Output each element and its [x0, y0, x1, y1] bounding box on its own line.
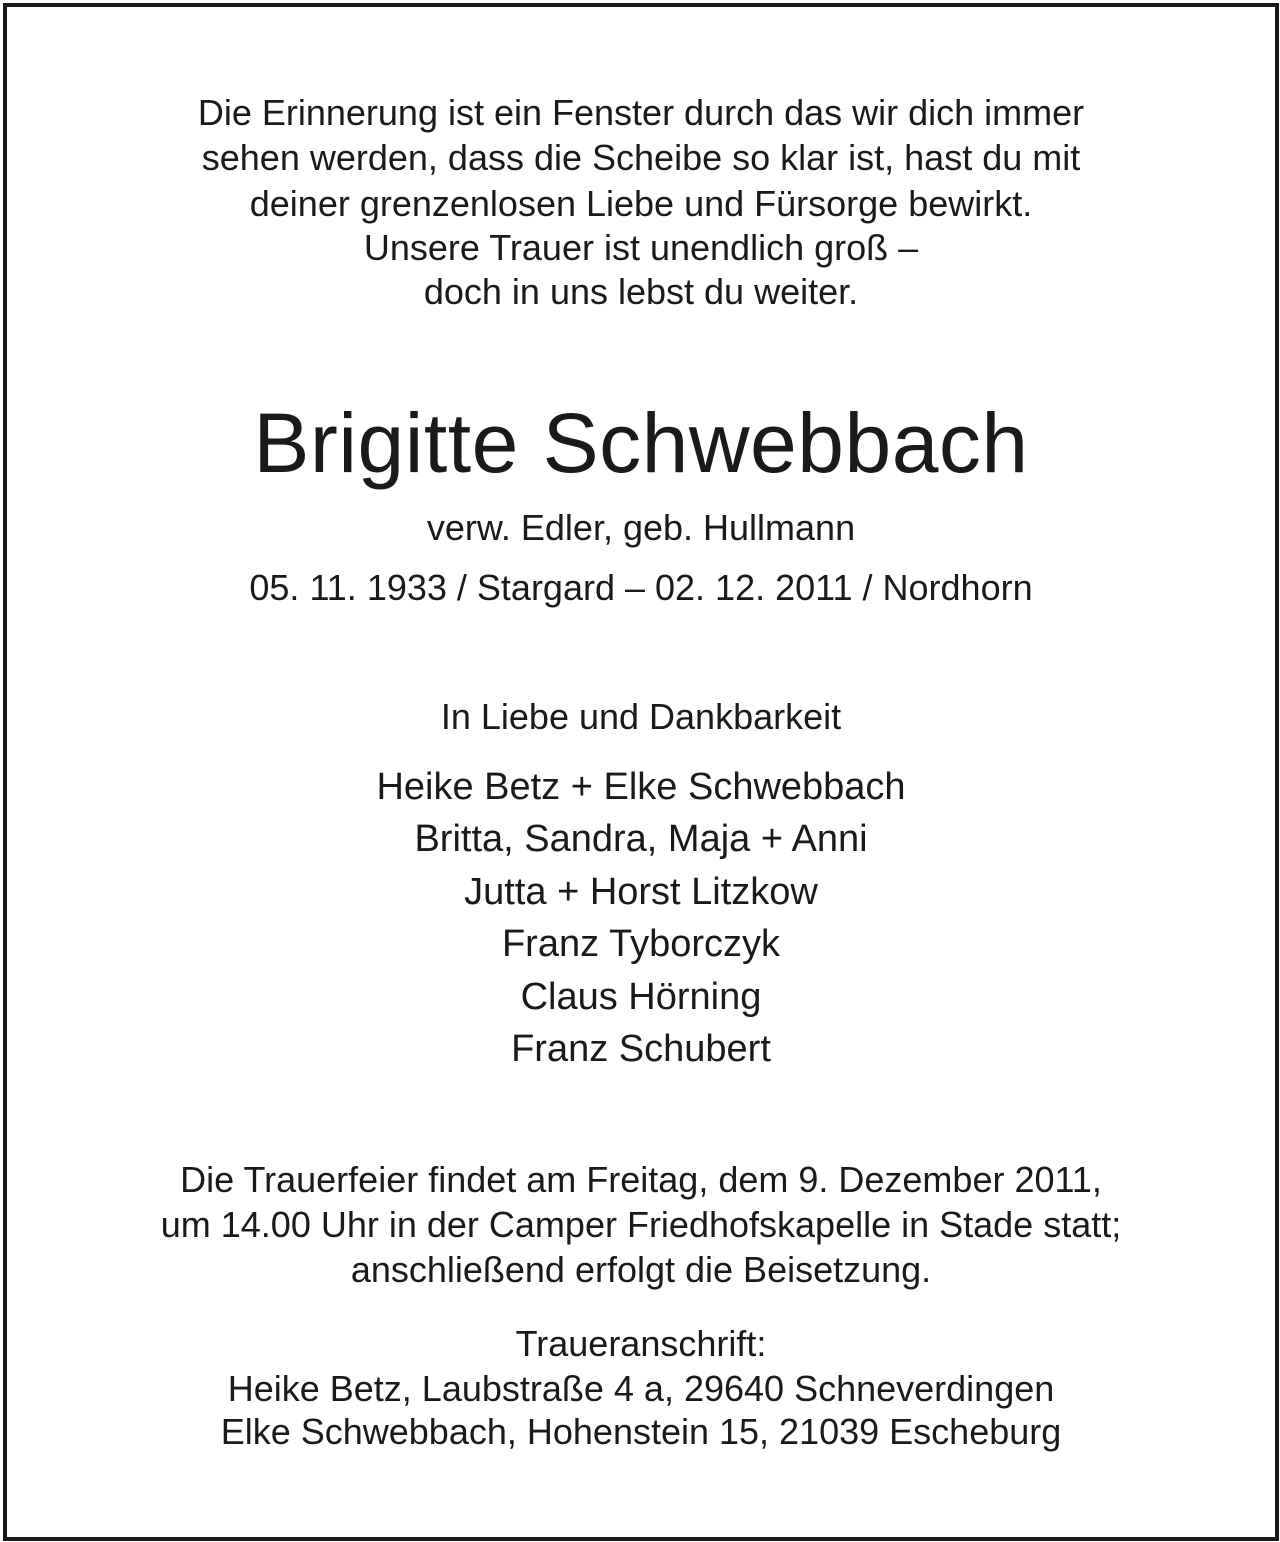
address-line: Heike Betz, Laubstraße 4 a, 29640 Schneverdingen [227, 1368, 1055, 1409]
poem-line: sehen werden, dass die Scheibe so klar ist, hast du mit [201, 137, 1081, 178]
deceased-dates: 05. 11. 1933 / Stargard – 02. 12. 2011 / Nordhorn [249, 567, 1033, 608]
address-heading: Traueranschrift: [515, 1323, 767, 1364]
mourner-name: Britta, Sandra, Maja + Anni [414, 818, 868, 860]
dedication: In Liebe und Dankbarkeit [440, 696, 842, 737]
mourner-name: Franz Tyborczyk [501, 923, 781, 965]
obituary-frame [3, 3, 1279, 1541]
mourner-name: Claus Hörning [520, 976, 762, 1018]
address-line: Elke Schwebbach, Hohenstein 15, 21039 Escheburg [220, 1411, 1062, 1452]
ceremony-line: Die Trauerfeier findet am Freitag, dem 9. Dezember 2011, [180, 1159, 1102, 1200]
poem-line: deiner grenzenlosen Liebe und Fürsorge bewirkt. [249, 183, 1033, 224]
deceased-subtitle: verw. Edler, geb. Hullmann [426, 507, 856, 548]
poem-line: doch in uns lebst du weiter. [423, 271, 859, 312]
mourner-name: Heike Betz + Elke Schwebbach [376, 766, 906, 808]
ceremony-line: um 14.00 Uhr in der Camper Friedhofskapelle in Stade statt; [160, 1204, 1122, 1245]
obituary-content [7, 7, 1275, 1537]
mourner-name: Franz Schubert [511, 1028, 771, 1070]
deceased-name: Brigitte Schwebbach [253, 396, 1029, 490]
poem-line: Unsere Trauer ist unendlich groß – [363, 227, 919, 268]
poem-line: Die Erinnerung ist ein Fenster durch das wir dich immer [197, 92, 1085, 133]
mourner-name: Jutta + Horst Litzkow [464, 871, 818, 913]
ceremony-line: anschließend erfolgt die Beisetzung. [350, 1249, 932, 1290]
